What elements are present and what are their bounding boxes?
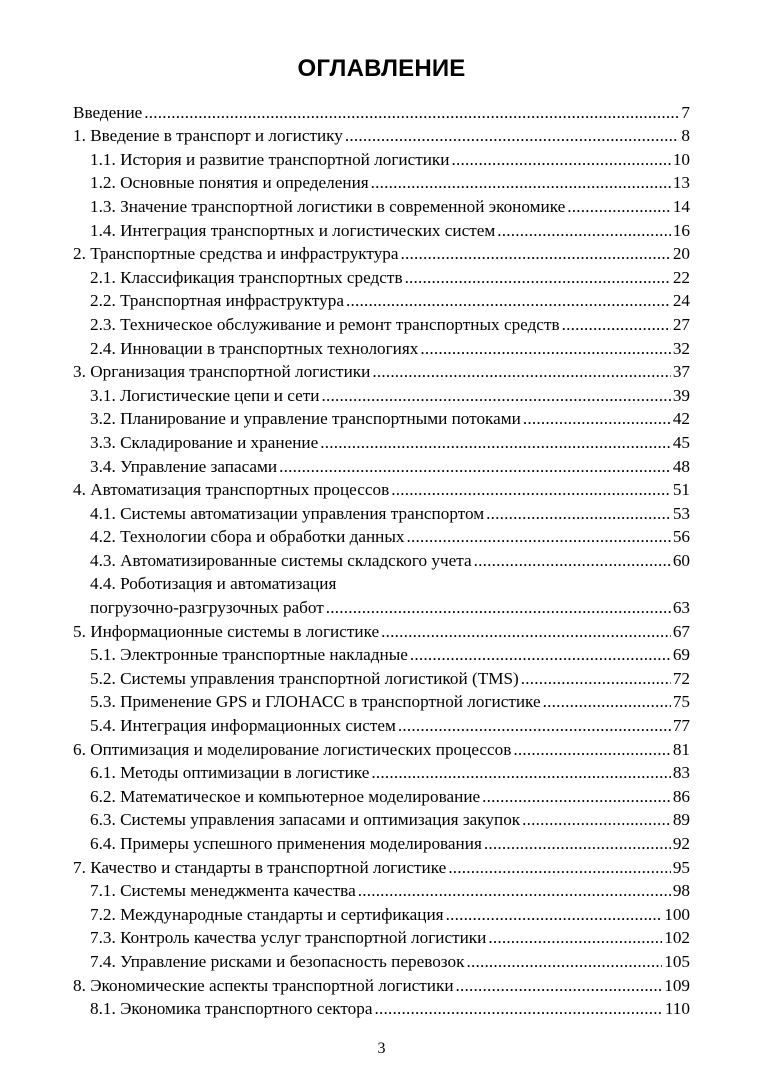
toc-entry-page: 53 xyxy=(672,503,690,523)
toc-entry-title: 3.2. Планирование и управление транспортными потоками xyxy=(90,409,521,429)
toc-entry[interactable] xyxy=(73,429,690,453)
toc-entry-page: 110 xyxy=(664,999,690,1019)
toc-entry[interactable] xyxy=(73,264,690,288)
toc-entry[interactable] xyxy=(73,477,690,501)
toc-entry[interactable] xyxy=(73,712,690,736)
toc-entry[interactable] xyxy=(73,170,690,194)
toc-leader-dots xyxy=(407,527,671,547)
toc-entry[interactable] xyxy=(73,642,690,666)
toc-entry[interactable] xyxy=(73,736,690,760)
toc-leader-dots xyxy=(497,221,671,241)
toc-entry[interactable] xyxy=(73,996,690,1020)
toc-entry-page: 98 xyxy=(672,881,690,901)
toc-leader-dots xyxy=(374,999,662,1019)
toc-entry-title: 6. Оптимизация и моделирование логистических процессов xyxy=(73,739,512,759)
toc-entry-page: 72 xyxy=(672,668,690,688)
toc-entry[interactable] xyxy=(73,783,690,807)
toc-entry-title: 5.4. Интеграция информационных систем xyxy=(90,716,396,736)
toc-entry[interactable] xyxy=(73,594,690,618)
toc-leader-dots xyxy=(522,810,671,830)
toc-entry[interactable] xyxy=(73,925,690,949)
toc-leader-dots xyxy=(391,480,671,500)
toc-entry[interactable] xyxy=(73,311,690,335)
toc-entry-title: 2.2. Транспортная инфраструктура xyxy=(90,291,344,311)
toc-entry-page: 13 xyxy=(672,173,690,193)
toc-entry[interactable] xyxy=(73,241,690,265)
toc-entry-page: 105 xyxy=(664,951,690,971)
toc-entry-page: 51 xyxy=(672,480,690,500)
toc-entry-page: 83 xyxy=(672,763,690,783)
toc-entry-page: 75 xyxy=(672,692,690,712)
toc-entry[interactable] xyxy=(73,453,690,477)
toc-entry-page: 22 xyxy=(672,267,690,287)
page-number: 3 xyxy=(377,1040,386,1057)
toc-entry-title: 5. Информационные системы в логистике xyxy=(73,621,380,641)
toc-entry-title: 8. Экономические аспекты транспортной логистики xyxy=(73,975,454,995)
toc-leader-dots xyxy=(486,504,671,524)
toc-entry[interactable] xyxy=(73,193,690,217)
toc-leader-dots xyxy=(326,598,671,618)
toc-entry-page: 14 xyxy=(672,196,690,216)
toc-leader-dots xyxy=(521,669,671,689)
toc-entry[interactable] xyxy=(73,760,690,784)
toc-entry-title: 7.1. Системы менеджмента качества xyxy=(90,881,356,901)
toc-leader-dots xyxy=(466,952,662,972)
toc-entry[interactable] xyxy=(73,217,690,241)
toc-entry-page: 67 xyxy=(672,621,690,641)
toc-leader-dots xyxy=(321,386,670,406)
toc-leader-dots xyxy=(358,881,671,901)
toc-entry-page: 24 xyxy=(672,291,690,311)
toc-leader-dots xyxy=(345,126,680,146)
toc-leader-dots xyxy=(346,291,671,311)
toc-entry-title: 1.3. Значение транспортной логистики в современной экономике xyxy=(90,196,566,216)
toc-entry-page: 81 xyxy=(672,739,690,759)
toc-entry[interactable] xyxy=(73,878,690,902)
toc-entry-page: 63 xyxy=(672,598,690,618)
toc-entry[interactable] xyxy=(73,500,690,524)
toc-entry-title: 4. Автоматизация транспортных процессов xyxy=(73,480,390,500)
toc-entry-page: 60 xyxy=(672,550,690,570)
toc-entry-title: 3.1. Логистические цепи и сети xyxy=(90,385,320,405)
toc-leader-dots xyxy=(484,834,671,854)
toc-entry-title: Введение xyxy=(73,102,143,122)
toc-leader-dots xyxy=(420,339,670,359)
toc-entry-title: 7.3. Контроль качества услуг транспортной логистики xyxy=(90,928,487,948)
toc-entry-page: 20 xyxy=(672,244,690,264)
toc-entry-page: 56 xyxy=(672,527,690,547)
toc-entry[interactable] xyxy=(73,618,690,642)
toc-leader-dots xyxy=(456,976,663,996)
toc-entry[interactable] xyxy=(73,359,690,383)
toc-entry[interactable] xyxy=(73,830,690,854)
toc-entry[interactable] xyxy=(73,288,690,312)
toc-leader-dots xyxy=(372,362,670,382)
toc-entry[interactable] xyxy=(73,972,690,996)
toc-entry-title: 3. Организация транспортной логистики xyxy=(73,362,371,382)
toc-entry-title: 1.1. История и развитие транспортной логистики xyxy=(90,149,450,169)
toc-leader-dots xyxy=(513,740,670,760)
toc-entry-title: 2.4. Инновации в транспортных технологиях xyxy=(90,338,419,358)
toc-leader-dots xyxy=(320,433,671,453)
toc-entry-title: 2.3. Техническое обслуживание и ремонт транспортных средств xyxy=(90,314,560,334)
toc-entry[interactable] xyxy=(73,547,690,571)
toc-entry[interactable] xyxy=(73,571,690,595)
toc-entry-title: 5.2. Системы управления транспортной логистикой (TMS) xyxy=(90,668,519,688)
toc-entry-page: 77 xyxy=(672,716,690,736)
toc-entry-title: 5.1. Электронные транспортные накладные xyxy=(90,645,408,665)
toc-leader-dots xyxy=(405,268,671,288)
toc-entry-page: 10 xyxy=(672,149,690,169)
toc-leader-dots xyxy=(567,197,671,217)
toc-entry-page: 89 xyxy=(672,810,690,830)
toc-entry-page: 100 xyxy=(664,904,690,924)
toc-entry-title: погрузочно-разгрузочных работ xyxy=(90,598,324,618)
toc-entry-title: 5.3. Применение GPS и ГЛОНАСС в транспортной логистике xyxy=(90,692,541,712)
toc-entry[interactable] xyxy=(73,665,690,689)
toc-entry[interactable] xyxy=(73,807,690,831)
toc-entry-title: 7. Качество и стандарты в транспортной логистике xyxy=(73,857,447,877)
page-title: ОГЛАВЛЕНИЕ xyxy=(297,55,466,82)
toc-entry-page: 86 xyxy=(672,786,690,806)
toc-leader-dots xyxy=(371,763,670,783)
toc-entry-title: 6.3. Системы управления запасами и оптимизация закупок xyxy=(90,810,521,830)
toc-entry-title: 4.3. Автоматизированные системы складского учета xyxy=(90,550,472,570)
toc-entry-title: 6.4. Примеры успешного применения моделирования xyxy=(90,834,482,853)
toc-leader-dots xyxy=(446,905,663,925)
toc-entry-title: 4.1. Системы автоматизации управления транспортом xyxy=(90,503,485,523)
toc-leader-dots xyxy=(562,315,671,335)
toc-entry-title: 3.3. Складирование и хранение xyxy=(90,432,319,452)
toc-entry-page: 69 xyxy=(672,645,690,665)
toc-leader-dots xyxy=(401,244,671,264)
toc-leader-dots xyxy=(398,716,671,736)
toc-entry-page: 95 xyxy=(672,857,690,877)
toc-entry-title: 2.1. Классификация транспортных средств xyxy=(90,267,403,287)
toc-leader-dots xyxy=(144,103,679,123)
toc-entry-title: 8.1. Экономика транспортного сектора xyxy=(90,999,373,1019)
toc-entry[interactable] xyxy=(73,689,690,713)
toc-entry-page: 109 xyxy=(664,975,690,995)
toc-leader-dots xyxy=(371,173,671,193)
toc-entry-page: 8 xyxy=(681,126,690,146)
toc-entry-title: 2. Транспортные средства и инфраструктура xyxy=(73,244,399,264)
toc-entry-title: 6.2. Математическое и компьютерное моделирование xyxy=(90,786,481,806)
toc-entry[interactable] xyxy=(73,99,690,123)
toc-entry-page: 92 xyxy=(672,834,690,853)
toc-entry-page: 37 xyxy=(672,362,690,382)
toc-entry[interactable] xyxy=(73,382,690,406)
toc-entry-title: 7.4. Управление рисками и безопасность перевозок xyxy=(90,951,465,971)
toc-leader-dots xyxy=(451,150,670,170)
toc-entry-page: 48 xyxy=(672,456,690,476)
toc-leader-dots xyxy=(474,551,671,571)
toc-leader-dots xyxy=(410,645,671,665)
toc-entry-title: 1.4. Интеграция транспортных и логистических систем xyxy=(90,220,496,240)
toc-entry-title: 1.2. Основные понятия и определения xyxy=(90,173,369,193)
toc-entry[interactable] xyxy=(73,854,690,878)
toc-entry-page: 42 xyxy=(672,409,690,429)
toc-leader-dots xyxy=(488,928,662,948)
toc-leader-dots xyxy=(381,622,671,642)
toc-leader-dots xyxy=(448,858,671,878)
toc-entry-title: 6.1. Методы оптимизации в логистике xyxy=(90,763,370,783)
toc-entry-title: 3.4. Управление запасами xyxy=(90,456,278,476)
toc-entry-title: 4.2. Технологии сбора и обработки данных xyxy=(90,527,405,547)
toc-entry-page: 102 xyxy=(664,928,690,948)
toc-entry-page: 27 xyxy=(672,314,690,334)
toc-entry-page: 16 xyxy=(672,220,690,240)
toc-entry[interactable] xyxy=(73,948,690,972)
toc-leader-dots xyxy=(523,409,671,429)
table-of-contents xyxy=(73,99,690,1019)
toc-leader-dots xyxy=(543,692,671,712)
toc-entry-title: 7.2. Международные стандарты и сертификация xyxy=(90,904,444,924)
toc-entry[interactable] xyxy=(73,123,690,147)
toc-entry-page: 45 xyxy=(672,432,690,452)
toc-entry-title: 1. Введение в транспорт и логистику xyxy=(73,126,343,146)
toc-entry[interactable] xyxy=(73,335,690,359)
toc-leader-dots xyxy=(482,787,671,807)
toc-entry-page: 39 xyxy=(672,385,690,405)
toc-entry[interactable] xyxy=(73,146,690,170)
toc-entry[interactable] xyxy=(73,524,690,548)
toc-entry[interactable] xyxy=(73,901,690,925)
toc-entry[interactable] xyxy=(73,406,690,430)
toc-entry-page: 7 xyxy=(681,102,690,122)
toc-entry-page: 32 xyxy=(672,338,690,358)
toc-entry-title: 4.4. Роботизация и автоматизация xyxy=(90,574,337,594)
toc-leader-dots xyxy=(279,457,671,477)
